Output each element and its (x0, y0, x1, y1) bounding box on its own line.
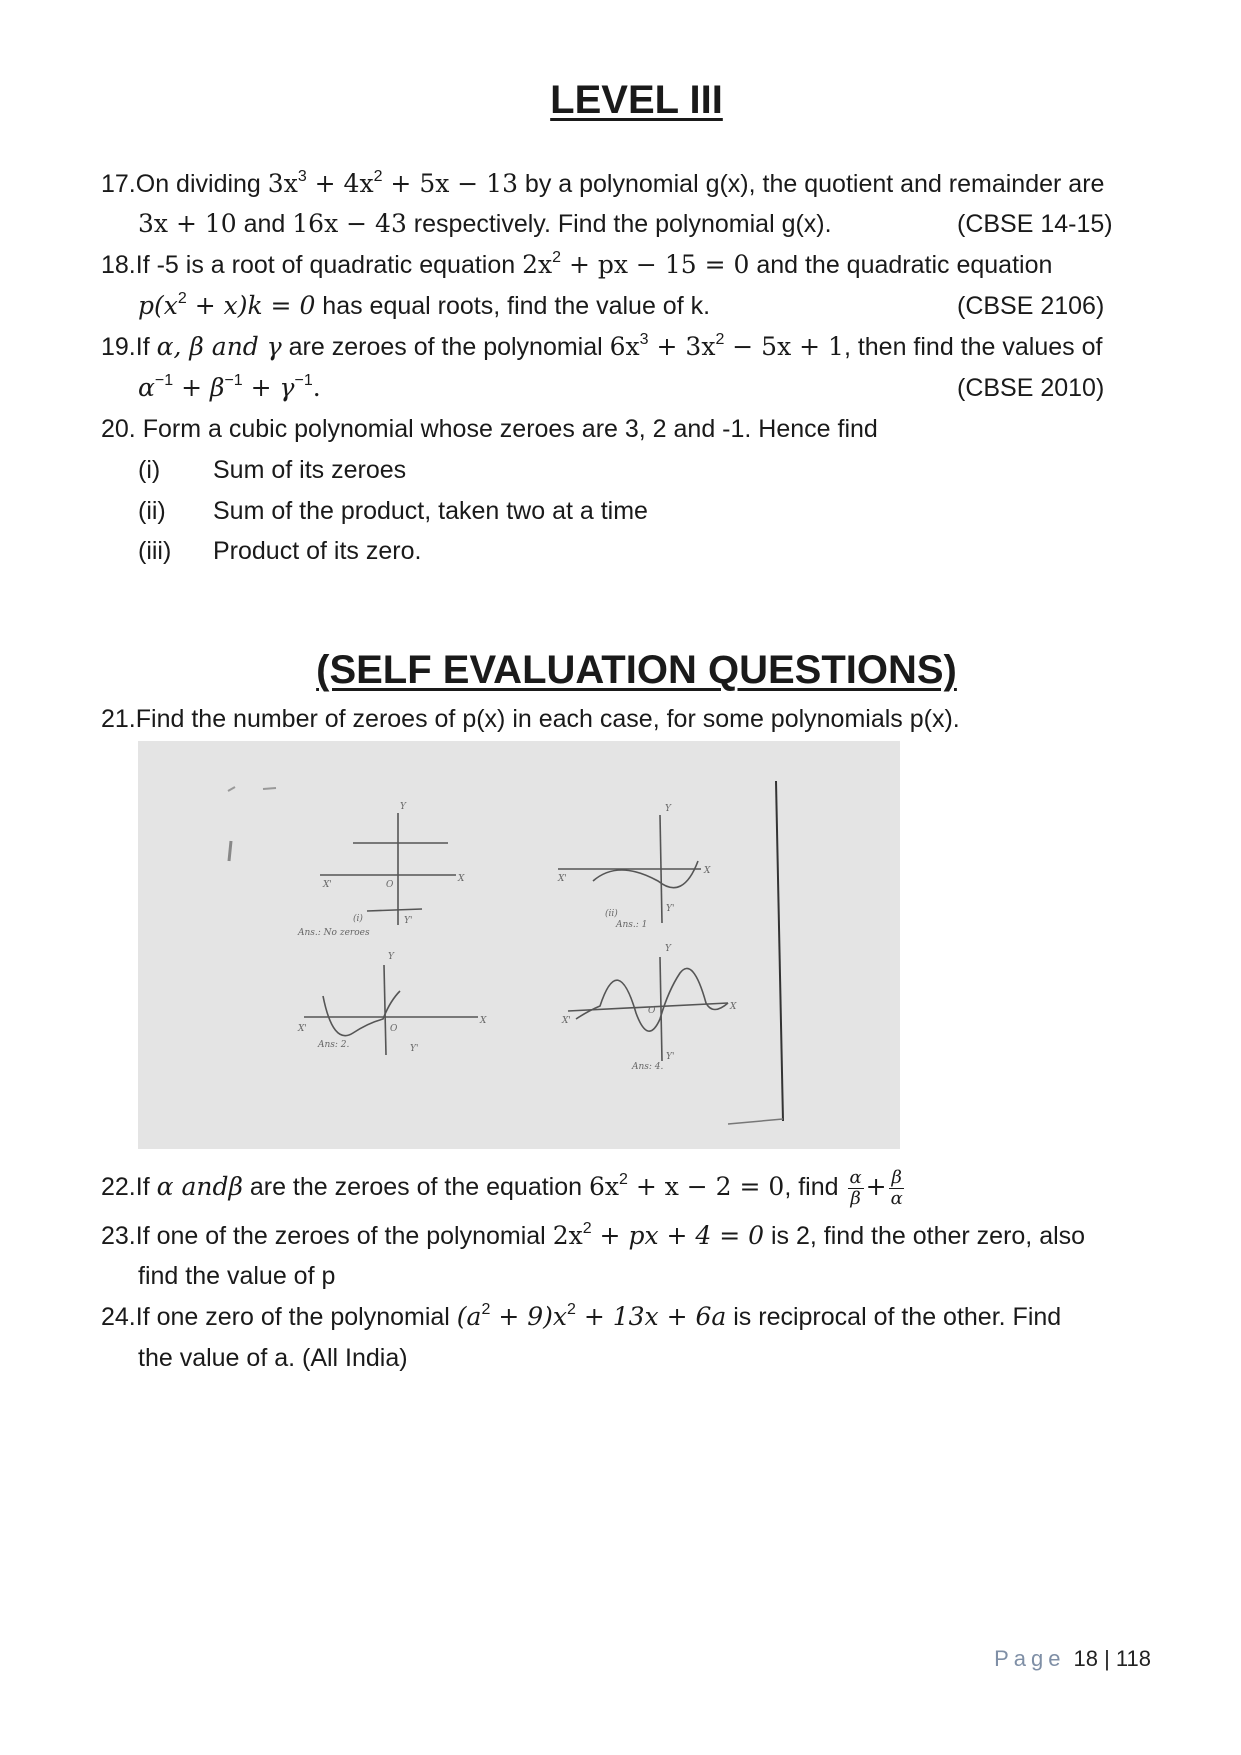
question-19: 19.If α, β and γ are zeroes of the polynomial $6x^3 + 3x^2 - 5x + 1$, then find the values of (101, 331, 1103, 361)
question-number: 17. (101, 170, 136, 198)
list-item: (iii) (138, 537, 172, 565)
question-number: 21. (101, 705, 136, 733)
fraction-alpha-over-beta: $\frac{\alpha}{\beta}$ (849, 1167, 862, 1209)
list-item: (i) (138, 456, 161, 484)
list-item-text: Sum of its zeroes (213, 456, 407, 484)
list-item: (ii) (138, 497, 166, 525)
question-number: 19. (101, 333, 136, 361)
list-item-text: Product of its zero. (213, 537, 422, 565)
question-21: 21.Find the number of zeroes of p(x) in each case, for some polynomials p(x). (101, 705, 960, 733)
source-citation: (CBSE 2106) (957, 292, 1105, 320)
question-number: 20. (101, 415, 136, 443)
g1-y1-label: Y' (404, 916, 413, 926)
list-item-text: Sum of the product, taken two at a time (213, 497, 648, 525)
g3-o-label: O (390, 1024, 398, 1034)
g3-x1-label: X' (298, 1024, 307, 1034)
source-citation: (CBSE 2010) (957, 374, 1105, 402)
question-22: 22.If α andβ are the zeroes of the equation $6x^2 + x - 2 = 0$, find $\frac{\alpha}{\beta}$ + $\frac{\beta}{\alpha}$ (101, 1167, 903, 1209)
graphs-svg (138, 741, 900, 1149)
question-19-line2: $\alpha^{-1} + \beta^{-1} + \gamma^{-1}$. (138, 372, 321, 402)
page-footer (994, 1646, 1151, 1672)
question-23: 23.If one of the zeroes of the polynomial $2x^2$ + px + 4 = 0 is 2, find the other zero, also (101, 1220, 1086, 1250)
g4-x-label: X (730, 1002, 737, 1012)
g4-answer: Ans: 4. (632, 1062, 664, 1072)
g1-y-label: Y (400, 802, 406, 812)
question-number: 22. (101, 1173, 136, 1202)
g2-x1-label: X' (558, 874, 567, 884)
g2-y1-label: Y' (666, 904, 675, 914)
question-number: 24. (101, 1303, 136, 1331)
g2-y-label: Y (665, 804, 671, 814)
question-24-line2: the value of a. (All India) (138, 1344, 408, 1372)
question-17: 17.On dividing $3x^3 + 4x^2 + 5x - 13$ by a polynomial g(x), the quotient and remainder are (101, 168, 1105, 198)
g3-x-label: X (480, 1016, 487, 1026)
self-evaluation-heading: (SELF EVALUATION QUESTIONS) (316, 648, 957, 692)
g3-y1-label: Y' (410, 1044, 419, 1054)
question-24: 24.If one zero of the polynomial $(a^2 + 9)x^2 + 13x + 6a$ is reciprocal of the other. Find (101, 1301, 1062, 1331)
g4-y1-label: Y' (666, 1052, 675, 1062)
g1-x-label: X (458, 874, 465, 884)
page-number: 18 | 118 (1073, 1646, 1151, 1671)
g3-answer: Ans: 2. (318, 1040, 350, 1050)
question-18: 18.If -5 is a root of quadratic equation $2x^2$ + px − 15 = 0 and the quadratic equation (101, 249, 1053, 279)
question-23-line2: find the value of p (138, 1262, 336, 1290)
question-number: 23. (101, 1222, 136, 1250)
g4-y-label: Y (665, 944, 671, 954)
g2-answer: Ans.: 1 (616, 920, 648, 930)
source-citation: (CBSE 14-15) (957, 210, 1113, 238)
page-word: Page (994, 1646, 1066, 1671)
fraction-beta-over-alpha: $\frac{\beta}{\alpha}$ (890, 1167, 903, 1209)
g4-o-label: O (648, 1006, 656, 1016)
g1-o-label: O (386, 880, 394, 890)
level-heading: LEVEL III (550, 78, 723, 122)
g2-case-label: (ii) (605, 909, 618, 919)
graph-2 (558, 815, 701, 923)
g1-answer: Ans.: No zeroes (298, 928, 370, 938)
g1-x1-label: X' (323, 880, 332, 890)
question-17-line2: 3x + 10 and 16x − 43 respectively. Find the polynomial g(x). (138, 209, 832, 238)
g2-x-label: X (704, 866, 711, 876)
g1-case-label: (i) (353, 914, 363, 924)
graphs-figure (138, 741, 900, 1149)
question-number: 18. (101, 251, 136, 279)
question-18-line2: $p(x^2 + x)k = 0$ has equal roots, find the value of k. (138, 290, 711, 320)
graph-1 (320, 813, 456, 925)
g3-y-label: Y (388, 952, 394, 962)
question-20: 20. Form a cubic polynomial whose zeroes are 3, 2 and -1. Hence find (101, 415, 878, 443)
g4-x1-label: X' (562, 1016, 571, 1026)
